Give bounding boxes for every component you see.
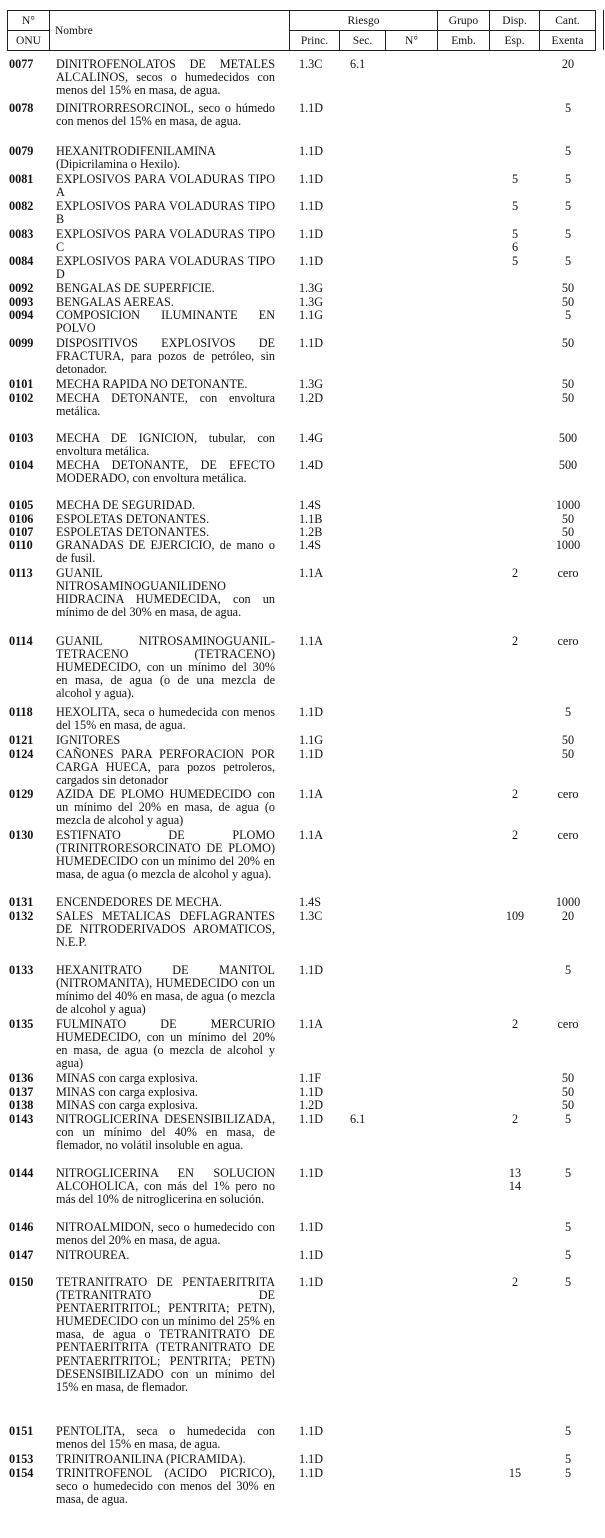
- table-row: [0, 1249, 605, 1262]
- onu-number: 0129: [9, 787, 34, 801]
- cantidad-exenta: 5: [564, 705, 572, 719]
- cantidad-exenta: 5: [564, 1112, 572, 1126]
- riesgo-principal: 1.1D: [299, 1466, 324, 1480]
- disposicion-especial: 13 14: [508, 1166, 522, 1194]
- table-row: [0, 788, 605, 827]
- riesgo-principal: 1.1D: [299, 101, 324, 115]
- onu-number: 0082: [9, 199, 34, 213]
- cantidad-exenta: 5: [564, 172, 572, 186]
- substance-name: SALES METALICAS DEFLAGRANTES DE NITRODERIVADOS AROMATICOS, N.E.P.: [56, 909, 275, 950]
- onu-number: 0102: [9, 391, 34, 405]
- substance-name: NITROUREA.: [56, 1248, 130, 1262]
- onu-number: 0079: [9, 144, 34, 158]
- header-no-onu-bottom: ONU: [8, 31, 50, 51]
- table-row: [0, 228, 605, 254]
- substance-name: EXPLOSIVOS PARA VOLADURAS TIPO D: [56, 254, 275, 282]
- riesgo-principal: 1.2B: [299, 525, 323, 539]
- disposicion-especial: 2: [511, 787, 519, 801]
- table-row: [0, 734, 605, 747]
- cantidad-exenta: 50: [561, 281, 575, 295]
- table-row: [0, 499, 605, 512]
- riesgo-principal: 1.1D: [299, 336, 324, 350]
- cantidad-exenta: 5: [564, 1466, 572, 1480]
- disposicion-especial: 109: [505, 909, 525, 923]
- header-nombre: Nombre: [50, 11, 290, 51]
- table-row: [0, 829, 605, 881]
- table-row: [0, 1113, 605, 1152]
- disposicion-especial: 2: [511, 634, 519, 648]
- table-row: [0, 748, 605, 787]
- onu-number: 0106: [9, 512, 34, 526]
- table-row: [0, 1018, 605, 1070]
- substance-name: IGNITORES: [56, 733, 121, 747]
- cantidad-exenta: 5: [564, 1166, 572, 1180]
- table-row: [0, 255, 605, 281]
- header-riesgo-no: N°: [386, 31, 438, 51]
- onu-number: 0099: [9, 336, 34, 350]
- onu-number: 0093: [9, 295, 34, 309]
- onu-number: 0132: [9, 909, 34, 923]
- disposicion-especial: 2: [511, 566, 519, 580]
- riesgo-principal: 1.4S: [299, 895, 322, 909]
- riesgo-principal: 1.1D: [299, 1112, 324, 1126]
- onu-number: 0118: [9, 705, 33, 719]
- substance-name: HEXANITRATO DE MANITOL (NITROMANITA), HUMEDECIDO con un mínimo del 40% en masa, de agua (o mezcla de alcohol y agua): [56, 963, 275, 1017]
- substance-name: HEXANITRODIFENILAMINA (Dipicrilamina o Hexilo).: [56, 144, 216, 172]
- substance-name: TRINITROFENOL (ACIDO PICRICO), seco o humedecido con menos del 30% en masa, de agua.: [56, 1466, 275, 1507]
- riesgo-principal: 1.1A: [299, 787, 324, 801]
- riesgo-principal: 1.2D: [299, 391, 324, 405]
- riesgo-principal: 1.1D: [299, 1452, 324, 1466]
- riesgo-principal: 1.1B: [299, 512, 323, 526]
- substance-name: NITROGLICERINA EN SOLUCION ALCOHOLICA, con más del 1% pero no más del 10% de nitroglicerina en solución.: [56, 1166, 275, 1207]
- table-row: [0, 1072, 605, 1085]
- substance-name: MECHA DE SEGURIDAD.: [56, 498, 196, 512]
- cantidad-exenta: 5: [564, 1452, 572, 1466]
- table-row: [0, 1467, 605, 1506]
- cantidad-exenta: 50: [561, 377, 575, 391]
- riesgo-principal: 1.1D: [299, 227, 324, 241]
- onu-number: 0113: [9, 566, 33, 580]
- riesgo-principal: 1.1A: [299, 1017, 324, 1031]
- substance-name: MECHA RAPIDA NO DETONANTE.: [56, 377, 248, 391]
- table-row: [0, 1167, 605, 1206]
- substance-name: ENCENDEDORES DE MECHA.: [56, 895, 223, 909]
- onu-number: 0121: [9, 733, 34, 747]
- riesgo-principal: 1.1F: [299, 1071, 322, 1085]
- cantidad-exenta: 1000: [555, 895, 581, 909]
- table-row: [0, 145, 605, 171]
- riesgo-secundario: 6.1: [350, 57, 366, 71]
- riesgo-principal: 1.4S: [299, 498, 322, 512]
- onu-number: 0084: [9, 254, 34, 268]
- onu-number: 0131: [9, 895, 34, 909]
- onu-number: 0092: [9, 281, 34, 295]
- cantidad-exenta: 20: [561, 909, 575, 923]
- onu-number: 0094: [9, 308, 34, 322]
- cantidad-exenta: 50: [561, 295, 575, 309]
- page-edge-rule: [603, 10, 604, 50]
- table-row: [0, 1221, 605, 1247]
- riesgo-principal: 1.1D: [299, 1424, 324, 1438]
- substance-name: DINITROFENOLATOS DE METALES ALCALINOS, secos o humedecidos con menos del 15% en masa, de agua.: [56, 57, 275, 98]
- cantidad-exenta: cero: [557, 787, 579, 801]
- cantidad-exenta: 50: [561, 747, 575, 761]
- cantidad-exenta: cero: [557, 634, 579, 648]
- table-row: [0, 539, 605, 565]
- table-row: [0, 282, 605, 295]
- table-row: [0, 1425, 605, 1451]
- onu-number: 0078: [9, 101, 34, 115]
- cantidad-exenta: 5: [564, 1275, 572, 1289]
- onu-number: 0137: [9, 1085, 34, 1099]
- riesgo-principal: 1.3G: [299, 281, 324, 295]
- disposicion-especial: 5: [511, 172, 519, 186]
- table-row: [0, 309, 605, 335]
- table-row: [0, 459, 605, 485]
- cantidad-exenta: 5: [564, 963, 572, 977]
- substance-name: HEXOLITA, seca o humedecida con menos del 15% en masa, de agua.: [56, 705, 275, 733]
- cantidad-exenta: 50: [561, 1085, 575, 1099]
- table-row: [0, 1276, 605, 1394]
- cantidad-exenta: 500: [558, 431, 578, 445]
- header-grupo-bottom: Emb.: [438, 31, 490, 51]
- riesgo-principal: 1.3G: [299, 377, 324, 391]
- cantidad-exenta: 5: [564, 101, 572, 115]
- onu-number: 0130: [9, 828, 34, 842]
- substance-name: GUANIL NITROSAMINOGUANILIDENO HIDRACINA HUMEDECIDA, con un mínimo de del 30% en masa, de agua.: [56, 566, 275, 620]
- cantidad-exenta: 5: [564, 199, 572, 213]
- disposicion-especial: 5: [511, 199, 519, 213]
- header-riesgo-princ: Princ.: [290, 31, 340, 51]
- onu-number: 0150: [9, 1275, 34, 1289]
- riesgo-principal: 1.2D: [299, 1098, 324, 1112]
- substance-name: ESPOLETAS DETONANTES.: [56, 525, 210, 539]
- onu-number: 0138: [9, 1098, 34, 1112]
- onu-number: 0144: [9, 1166, 34, 1180]
- table-row: [0, 432, 605, 458]
- cantidad-exenta: 50: [561, 512, 575, 526]
- table-row: [0, 1099, 605, 1112]
- header-cant-top: Cant.: [540, 11, 596, 31]
- disposicion-especial: 5: [511, 254, 519, 268]
- cantidad-exenta: 5: [564, 1424, 572, 1438]
- header-no-onu-top: N°: [8, 11, 50, 31]
- substance-name: MECHA DETONANTE, con envoltura metálica.: [56, 391, 275, 419]
- substance-name: ESTIFNATO DE PLOMO (TRINITRORESORCINATO DE PLOMO) HUMEDECIDO con un mínimo del 20% en masa, de agua (o mezcla de alcohol y agua).: [56, 828, 275, 882]
- onu-number: 0077: [9, 57, 34, 71]
- substance-name: EXPLOSIVOS PARA VOLADURAS TIPO B: [56, 199, 275, 227]
- disposicion-especial: 15: [508, 1466, 522, 1480]
- riesgo-principal: 1.1D: [299, 963, 324, 977]
- table-row: [0, 964, 605, 1016]
- riesgo-principal: 1.1D: [299, 1220, 324, 1234]
- cantidad-exenta: 5: [564, 1248, 572, 1262]
- substance-name: FULMINATO DE MERCURIO HUMEDECIDO, con un mínimo del 20% en masa, de agua (o mezcla de alcohol y agua): [56, 1017, 275, 1071]
- table-row: [0, 200, 605, 226]
- column-header-table: [7, 10, 596, 51]
- cantidad-exenta: cero: [557, 828, 579, 842]
- onu-number: 0146: [9, 1220, 34, 1234]
- substance-name: GRANADAS DE EJERCICIO, de mano o de fusil.: [56, 538, 275, 566]
- disposicion-especial: 2: [511, 828, 519, 842]
- riesgo-principal: 1.1G: [299, 308, 324, 322]
- riesgo-principal: 1.1G: [299, 733, 324, 747]
- cantidad-exenta: 50: [561, 391, 575, 405]
- table-row: [0, 102, 605, 128]
- substance-name: BENGALAS AEREAS.: [56, 295, 174, 309]
- riesgo-principal: 1.1D: [299, 199, 324, 213]
- substance-name: COMPOSICION ILUMINANTE EN POLVO: [56, 308, 275, 336]
- disposicion-especial: 2: [511, 1017, 519, 1031]
- onu-number: 0133: [9, 963, 34, 977]
- table-row: [0, 567, 605, 619]
- substance-name: TETRANITRATO DE PENTAERITRITA (TETRANITRATO DE PENTAERITRITOL; PENTRITA; PETN), HUMEDECIDO con un mínimo del 25% en masa, de agua o TETRANITRATO DE PENTAERITRITA (TETRANITRATO DE PENTAERITRITOL; PENTRITA; PETN) DESENSIBILIZADO con un mínimo del 15% en masa, de flemador.: [56, 1275, 275, 1394]
- substance-name: ESPOLETAS DETONANTES.: [56, 512, 210, 526]
- cantidad-exenta: 50: [561, 525, 575, 539]
- onu-number: 0101: [9, 377, 34, 391]
- riesgo-secundario: 6.1: [350, 1112, 366, 1126]
- riesgo-principal: 1.1A: [299, 634, 324, 648]
- substance-name: GUANIL NITROSAMINOGUANIL-TETRACENO (TETRACENO) HUMEDECIDO, con un mínimo del 30% en masa, de agua (o de una mezcla de alcohol y agua).: [56, 634, 275, 701]
- cantidad-exenta: 5: [564, 308, 572, 322]
- table-row: [0, 706, 605, 732]
- header-riesgo-sec: Sec.: [340, 31, 386, 51]
- onu-number: 0107: [9, 525, 34, 539]
- riesgo-principal: 1.1D: [299, 172, 324, 186]
- riesgo-principal: 1.3C: [299, 57, 323, 71]
- onu-number: 0110: [9, 538, 33, 552]
- cantidad-exenta: 1000: [555, 538, 581, 552]
- cantidad-exenta: 50: [561, 1071, 575, 1085]
- cantidad-exenta: 50: [561, 336, 575, 350]
- header-disp-bottom: Esp.: [490, 31, 540, 51]
- table-row: [0, 58, 605, 97]
- riesgo-principal: 1.3G: [299, 295, 324, 309]
- cantidad-exenta: 50: [561, 1098, 575, 1112]
- cantidad-exenta: 5: [564, 1220, 572, 1234]
- cantidad-exenta: 5: [564, 254, 572, 268]
- substance-name: EXPLOSIVOS PARA VOLADURAS TIPO A: [56, 172, 275, 200]
- substance-name: NITROGLICERINA DESENSIBILIZADA, con un mínimo del 40% en masa, de flemador, no volátil insoluble en agua.: [56, 1112, 275, 1153]
- header-riesgo: Riesgo: [290, 11, 438, 31]
- onu-number: 0154: [9, 1466, 34, 1480]
- riesgo-principal: 1.1D: [299, 747, 324, 761]
- onu-number: 0105: [9, 498, 34, 512]
- substance-name: DISPOSITIVOS EXPLOSIVOS DE FRACTURA, para pozos de petróleo, sin detonador.: [56, 336, 275, 377]
- riesgo-principal: 1.1D: [299, 705, 324, 719]
- disposicion-especial: 2: [511, 1275, 519, 1289]
- riesgo-principal: 1.4S: [299, 538, 322, 552]
- riesgo-principal: 1.4D: [299, 458, 324, 472]
- disposicion-especial: 2: [511, 1112, 519, 1126]
- riesgo-principal: 1.1D: [299, 144, 324, 158]
- cantidad-exenta: cero: [557, 1017, 579, 1031]
- substance-name: MINAS con carga explosiva.: [56, 1098, 198, 1112]
- disposicion-especial: 5 6: [511, 227, 519, 255]
- cantidad-exenta: 1000: [555, 498, 581, 512]
- riesgo-principal: 1.1D: [299, 1248, 324, 1262]
- cantidad-exenta: cero: [557, 566, 579, 580]
- cantidad-exenta: 20: [561, 57, 575, 71]
- substance-name: TRINITROANILINA (PICRAMIDA).: [56, 1452, 246, 1466]
- onu-number: 0147: [9, 1248, 34, 1262]
- onu-number: 0135: [9, 1017, 34, 1031]
- substance-name: CAÑONES PARA PERFORACION POR CARGA HUECA, para pozos petroleros, cargados sin detonador: [56, 747, 275, 788]
- riesgo-principal: 1.1D: [299, 1275, 324, 1289]
- cantidad-exenta: 50: [561, 733, 575, 747]
- substance-name: MINAS con carga explosiva.: [56, 1085, 198, 1099]
- cantidad-exenta: 5: [564, 144, 572, 158]
- cantidad-exenta: 5: [564, 227, 572, 241]
- onu-number: 0083: [9, 227, 34, 241]
- substance-name: MECHA DE IGNICION, tubular, con envoltura metálica.: [56, 431, 275, 459]
- table-row: [0, 1453, 605, 1466]
- riesgo-principal: 1.1D: [299, 1166, 324, 1180]
- riesgo-principal: 1.1A: [299, 828, 324, 842]
- substance-name: MECHA DETONANTE, DE EFECTO MODERADO, con envoltura metálica.: [56, 458, 275, 486]
- cantidad-exenta: 500: [558, 458, 578, 472]
- table-row: [0, 337, 605, 376]
- riesgo-principal: 1.1D: [299, 1085, 324, 1099]
- table-row: [0, 910, 605, 949]
- onu-number: 0143: [9, 1112, 34, 1126]
- onu-number: 0153: [9, 1452, 34, 1466]
- onu-number: 0104: [9, 458, 34, 472]
- onu-number: 0124: [9, 747, 34, 761]
- substance-name: DINITRORRESORCINOL, seco o húmedo con menos del 15% en masa, de agua.: [56, 101, 275, 129]
- substance-name: MINAS con carga explosiva.: [56, 1071, 198, 1085]
- table-row: [0, 378, 605, 391]
- riesgo-principal: 1.3C: [299, 909, 323, 923]
- riesgo-principal: 1.1A: [299, 566, 324, 580]
- onu-number: 0103: [9, 431, 34, 445]
- header-grupo-top: Grupo: [438, 11, 490, 31]
- header-disp-top: Disp.: [490, 11, 540, 31]
- onu-number: 0114: [9, 634, 33, 648]
- onu-number: 0081: [9, 172, 34, 186]
- table-row: [0, 392, 605, 418]
- table-row: [0, 896, 605, 909]
- onu-number: 0151: [9, 1424, 34, 1438]
- onu-number: 0136: [9, 1071, 34, 1085]
- substance-name: AZIDA DE PLOMO HUMEDECIDO con un mínimo del 20% en masa, de agua (o mezcla de alcohol y agua): [56, 787, 275, 828]
- riesgo-principal: 1.1D: [299, 254, 324, 268]
- substance-name: EXPLOSIVOS PARA VOLADURAS TIPO C: [56, 227, 275, 255]
- table-row: [0, 635, 605, 700]
- header-cant-bottom: Exenta: [540, 31, 596, 51]
- substance-name: NITROALMIDON, seco o humedecido con menos del 20% en masa, de agua.: [56, 1220, 275, 1248]
- table-row: [0, 173, 605, 199]
- riesgo-principal: 1.4G: [299, 431, 324, 445]
- substance-name: BENGALAS DE SUPERFICIE.: [56, 281, 215, 295]
- substance-name: PENTOLITA, seca o humedecida con menos del 15% en masa, de agua.: [56, 1424, 275, 1452]
